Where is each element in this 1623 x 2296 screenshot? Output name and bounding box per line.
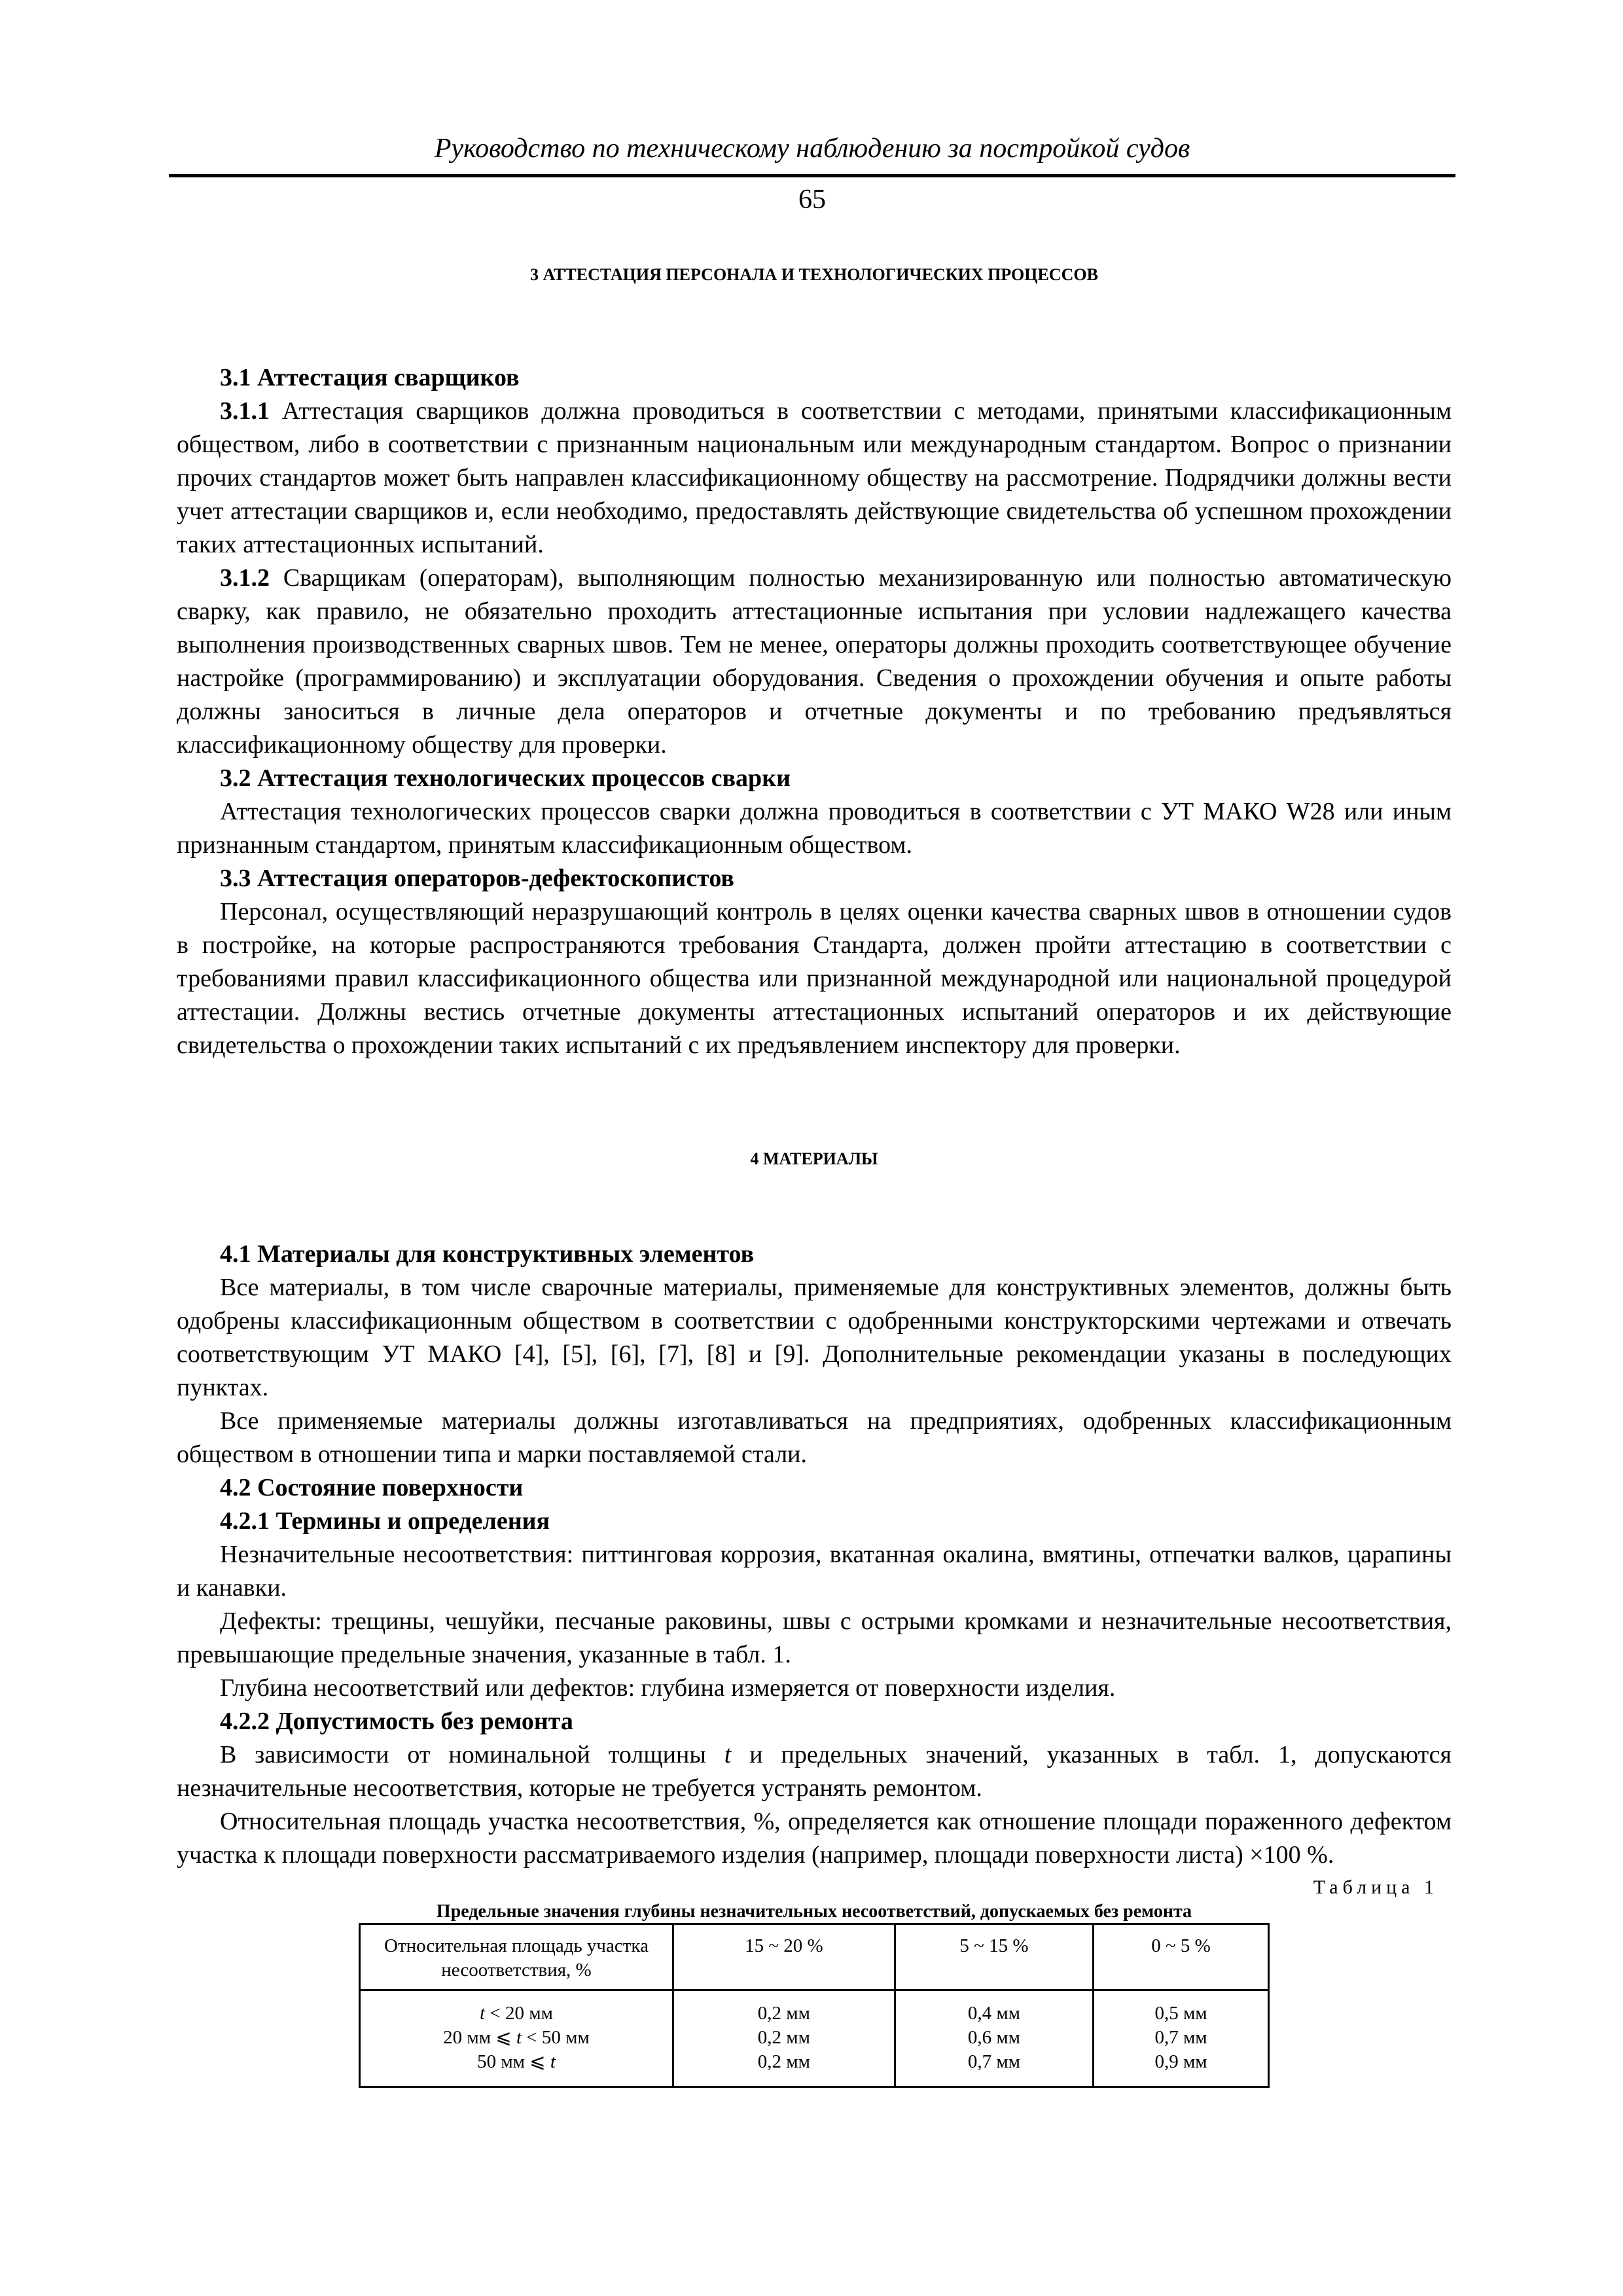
thickness-cell [360, 1990, 673, 2087]
header-col: 5 ~ 15 % [895, 1924, 1093, 1990]
table-label: Таблица 1 [1313, 1876, 1438, 1898]
header-col: 0 ~ 5 % [1094, 1924, 1269, 1990]
clause-number: 3.1.2 [220, 564, 270, 592]
depth-value: 0,6 мм [967, 2027, 1021, 2048]
para-4-1-a: Все материалы, в том числе сварочные материалы, применяемые для конструктивных элементов, должны быть одобрены классификационным обществом в соответствии с одобренными конструкторскими чертежами и отвечать соответствующим УТ МАКО [4], [5], [6], [7], [8] и [9]. Дополнительные рекомендации указаны в последующих пунктах. [177, 1274, 1452, 1401]
thickness-range: 20 мм ⩽ t < 50 мм [443, 2027, 590, 2048]
para-4-2-2-b: Относительная площадь участка несоответствия, %, определяется как отношение площади пораженного дефектом участка к площади поверхности рассматриваемого изделия (например, площади поверхности листа) ×100 %. [177, 1808, 1452, 1869]
heading-4-2-1: 4.2.1 Термины и определения [220, 1507, 550, 1535]
limits-table [359, 1923, 1270, 2088]
header-rule [169, 174, 1455, 177]
thickness-symbol: t [724, 1741, 732, 1768]
depth-value: 0,4 мм [967, 2003, 1021, 2024]
header-relative-area: Относительная площадь участка несоответствия, % [360, 1924, 673, 1990]
thickness-range: 50 мм ⩽ t [477, 2051, 556, 2072]
table-title: Предельные значения глубины незначительных несоответствий, допускаемых без ремонта [436, 1901, 1192, 1922]
table-header-row [360, 1924, 1269, 1990]
table-row [360, 1990, 1269, 2087]
para-4-2-2-a [177, 1738, 1452, 1805]
depth-value: 0,2 мм [757, 2051, 810, 2072]
heading-3-1: 3.1 Аттестация сварщиков [220, 364, 520, 391]
para-text: Сварщикам (операторам), выполняющим полностью механизированную или полностью автоматическую сварку, как правило, не обязательно проходить аттестационные испытания при условии надлежащего качества выполнения производственных сварных швов. Тем не менее, операторы должны проходить соответствующее обучение настройке (программированию) и эксплуатации оборудования. Сведения о прохождении обучения и опыте работы должны заноситься в личные дела операторов и отчетные документы и по требованию предъявляться классификационному обществу для проверки. [177, 564, 1452, 759]
depth-value: 0,9 мм [1154, 2051, 1207, 2072]
heading-4-2: 4.2 Состояние поверхности [220, 1474, 524, 1501]
header-col: 15 ~ 20 % [673, 1924, 895, 1990]
para-3-1-1 [177, 395, 1452, 562]
thickness-range: t < 20 мм [480, 2003, 553, 2024]
para-text: Аттестация сварщиков должна проводиться в соответствии с методами, принятыми классификационным обществом, либо в соответствии с признанным национальным или международным стандартом. Вопрос о признании прочих стандартов может быть направлен классификационному обществу на рассмотрение. Подрядчики должны вести учет аттестации сварщиков и, если необходимо, предоставлять действующие свидетельства об успешном прохождении таких аттестационных испытаний. [177, 397, 1452, 558]
para-4-2-1-c: Глубина несоответствий или дефектов: глубина измеряется от поверхности изделия. [220, 1674, 1116, 1702]
depth-value: 0,7 мм [1154, 2027, 1207, 2048]
running-header: Руководство по техническому наблюдению за постройкой судов [434, 134, 1190, 164]
section-4-title: 4 МАТЕРИАЛЫ [750, 1149, 878, 1168]
values-15-20 [673, 1990, 895, 2087]
para-4-1-b: Все применяемые материалы должны изготавливаться на предприятиях, одобренных классификационным обществом в отношении типа и марки поставляемой стали. [177, 1407, 1452, 1468]
para-text: и предельных значений, указанных в табл. 1, допускаются незначительные несоответствия, которые не требуется устранять ремонтом. [177, 1741, 1452, 1802]
para-3-1-2 [177, 562, 1452, 762]
heading-4-1: 4.1 Материалы для конструктивных элементов [220, 1240, 755, 1268]
para-3-3: Персонал, осуществляющий неразрушающий контроль в целях оценки качества сварных швов в отношении судов в постройке, на которые распространяются требования Стандарта, должен пройти аттестацию в соответствии с требованиями правил классификационного общества или признанной международной или национальной процедурой аттестации. Должны вестись отчетные документы аттестационных испытаний операторов и их действующие свидетельства о прохождении таких испытаний с их предъявлением инспектору для проверки. [177, 898, 1452, 1059]
clause-number: 3.1.1 [220, 397, 270, 425]
values-5-15 [895, 1990, 1093, 2087]
depth-value: 0,7 мм [967, 2051, 1021, 2072]
depth-value: 0,2 мм [757, 2027, 810, 2048]
depth-value: 0,2 мм [757, 2003, 810, 2024]
heading-3-2: 3.2 Аттестация технологических процессов сварки [220, 764, 791, 792]
page-number: 65 [798, 185, 826, 215]
para-text: В зависимости от номинальной толщины [220, 1741, 724, 1768]
section-3-title: 3 АТТЕСТАЦИЯ ПЕРСОНАЛА И ТЕХНОЛОГИЧЕСКИХ ПРОЦЕССОВ [530, 265, 1098, 284]
values-0-5 [1094, 1990, 1269, 2087]
para-4-2-1-a: Незначительные несоответствия: питтинговая коррозия, вкатанная окалина, вмятины, отпечатки валков, царапины и канавки. [177, 1541, 1452, 1602]
heading-3-3: 3.3 Аттестация операторов-дефектоскопистов [220, 865, 734, 892]
depth-value: 0,5 мм [1154, 2003, 1207, 2024]
heading-4-2-2: 4.2.2 Допустимость без ремонта [220, 1708, 573, 1735]
para-4-2-1-b: Дефекты: трещины, чешуйки, песчаные раковины, швы с острыми кромками и незначительные несоответствия, превышающие предельные значения, указанные в табл. 1. [177, 1607, 1452, 1668]
page-body [177, 262, 1452, 2088]
para-3-2: Аттестация технологических процессов сварки должна проводиться в соответствии с УТ МАКО W28 или иным признанным стандартом, принятым классификационным обществом. [177, 798, 1452, 859]
